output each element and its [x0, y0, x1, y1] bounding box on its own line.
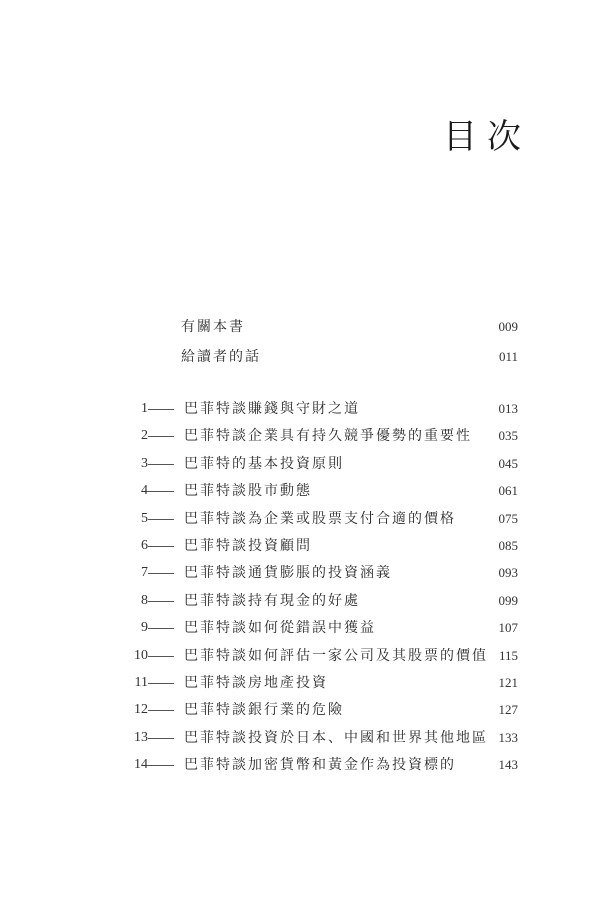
toc-entry-front-matter[interactable]: [0, 348, 613, 378]
chapter-number: 13: [134, 729, 148, 745]
toc-entry-chapter[interactable]: [0, 427, 613, 454]
chapter-list: [0, 400, 613, 783]
leader-dash: [148, 601, 174, 602]
chapter-title: 巴菲特談企業具有持久競爭優勢的重要性: [184, 428, 472, 445]
chapter-page-number: 143: [498, 757, 518, 773]
chapter-title: 巴菲特談持有現金的好處: [184, 592, 360, 609]
leader-dash: [148, 573, 174, 574]
chapter-page-number: 127: [498, 702, 518, 718]
toc-entry-chapter[interactable]: [0, 674, 613, 701]
chapter-title: 巴菲特談賺錢與守財之道: [184, 401, 360, 417]
chapter-title: 巴菲特談如何從錯誤中獲益: [184, 620, 376, 637]
chapter-page-number: 121: [498, 674, 518, 690]
toc-entry-front-matter[interactable]: [0, 318, 613, 348]
chapter-page-number: 061: [498, 483, 518, 499]
leader-dash: [148, 436, 174, 437]
chapter-number: 5: [141, 510, 148, 526]
chapter-number: 11: [134, 674, 148, 690]
toc-entry-chapter[interactable]: [0, 537, 613, 564]
chapter-title: 巴菲特談房地產投資: [184, 674, 328, 691]
toc-entry-chapter[interactable]: [0, 592, 613, 619]
toc-entry-chapter[interactable]: [0, 619, 613, 646]
chapter-page-number: 107: [498, 620, 518, 636]
front-matter-list: [0, 318, 613, 378]
toc-entry-chapter[interactable]: [0, 510, 613, 537]
chapter-title: 巴菲特的基本投資原則: [184, 455, 344, 472]
chapter-title: 巴菲特談股市動態: [184, 483, 312, 500]
chapter-page-number: 075: [498, 510, 518, 526]
toc-entry-chapter[interactable]: [0, 400, 613, 427]
chapter-title: 巴菲特談通貨膨脹的投資涵義: [184, 565, 392, 582]
leader-dash: [148, 409, 174, 410]
leader-dash: [148, 491, 174, 492]
leader-dash: [148, 546, 174, 547]
leader-dash: [148, 656, 174, 657]
page-title: 目次: [443, 117, 531, 157]
chapter-page-number: 085: [498, 537, 518, 553]
chapter-number: 3: [141, 455, 148, 471]
chapter-number: 1: [141, 401, 148, 416]
chapter-number: 9: [141, 620, 148, 636]
toc-entry-chapter[interactable]: [0, 647, 613, 674]
toc-entry-chapter[interactable]: [0, 455, 613, 482]
entry-page-number: 011: [498, 349, 518, 364]
chapter-page-number: 133: [498, 729, 518, 745]
chapter-title: 巴菲特談為企業或股票支付合適的價格: [184, 510, 456, 527]
chapter-number: 10: [134, 647, 148, 663]
entry-page-number: 009: [498, 319, 518, 334]
leader-dash: [148, 464, 174, 465]
chapter-page-number: 045: [498, 455, 518, 471]
chapter-title: 巴菲特談加密貨幣和黃金作為投資標的: [184, 757, 456, 774]
chapter-page-number: 115: [498, 647, 518, 663]
chapter-number: 2: [141, 428, 148, 444]
leader-dash: [148, 765, 174, 766]
entry-title: 有關本書: [181, 319, 245, 335]
chapter-number: 6: [141, 537, 148, 553]
chapter-number: 4: [141, 483, 148, 499]
toc-entry-chapter[interactable]: [0, 701, 613, 728]
leader-dash: [148, 683, 174, 684]
chapter-title: 巴菲特談如何評估一家公司及其股票的價值: [184, 647, 488, 664]
entry-title: 給讀者的話: [181, 349, 261, 365]
leader-dash: [148, 738, 174, 739]
chapter-number: 12: [134, 702, 148, 718]
chapter-title: 巴菲特談銀行業的危險: [184, 702, 344, 719]
toc-entry-chapter[interactable]: [0, 482, 613, 509]
chapter-page-number: 099: [498, 592, 518, 608]
toc-entry-chapter[interactable]: [0, 729, 613, 756]
chapter-page-number: 035: [498, 428, 518, 444]
leader-dash: [148, 628, 174, 629]
leader-dash: [148, 519, 174, 520]
chapter-number: 14: [134, 757, 148, 773]
chapter-number: 8: [141, 592, 148, 608]
leader-dash: [148, 710, 174, 711]
toc-entry-chapter[interactable]: [0, 756, 613, 783]
toc-entry-chapter[interactable]: [0, 564, 613, 591]
chapter-number: 7: [141, 565, 148, 581]
chapter-title: 巴菲特談投資於日本、中國和世界其他地區: [184, 729, 488, 746]
chapter-title: 巴菲特談投資顧問: [184, 537, 312, 554]
chapter-page-number: 013: [498, 401, 518, 416]
chapter-page-number: 093: [498, 565, 518, 581]
